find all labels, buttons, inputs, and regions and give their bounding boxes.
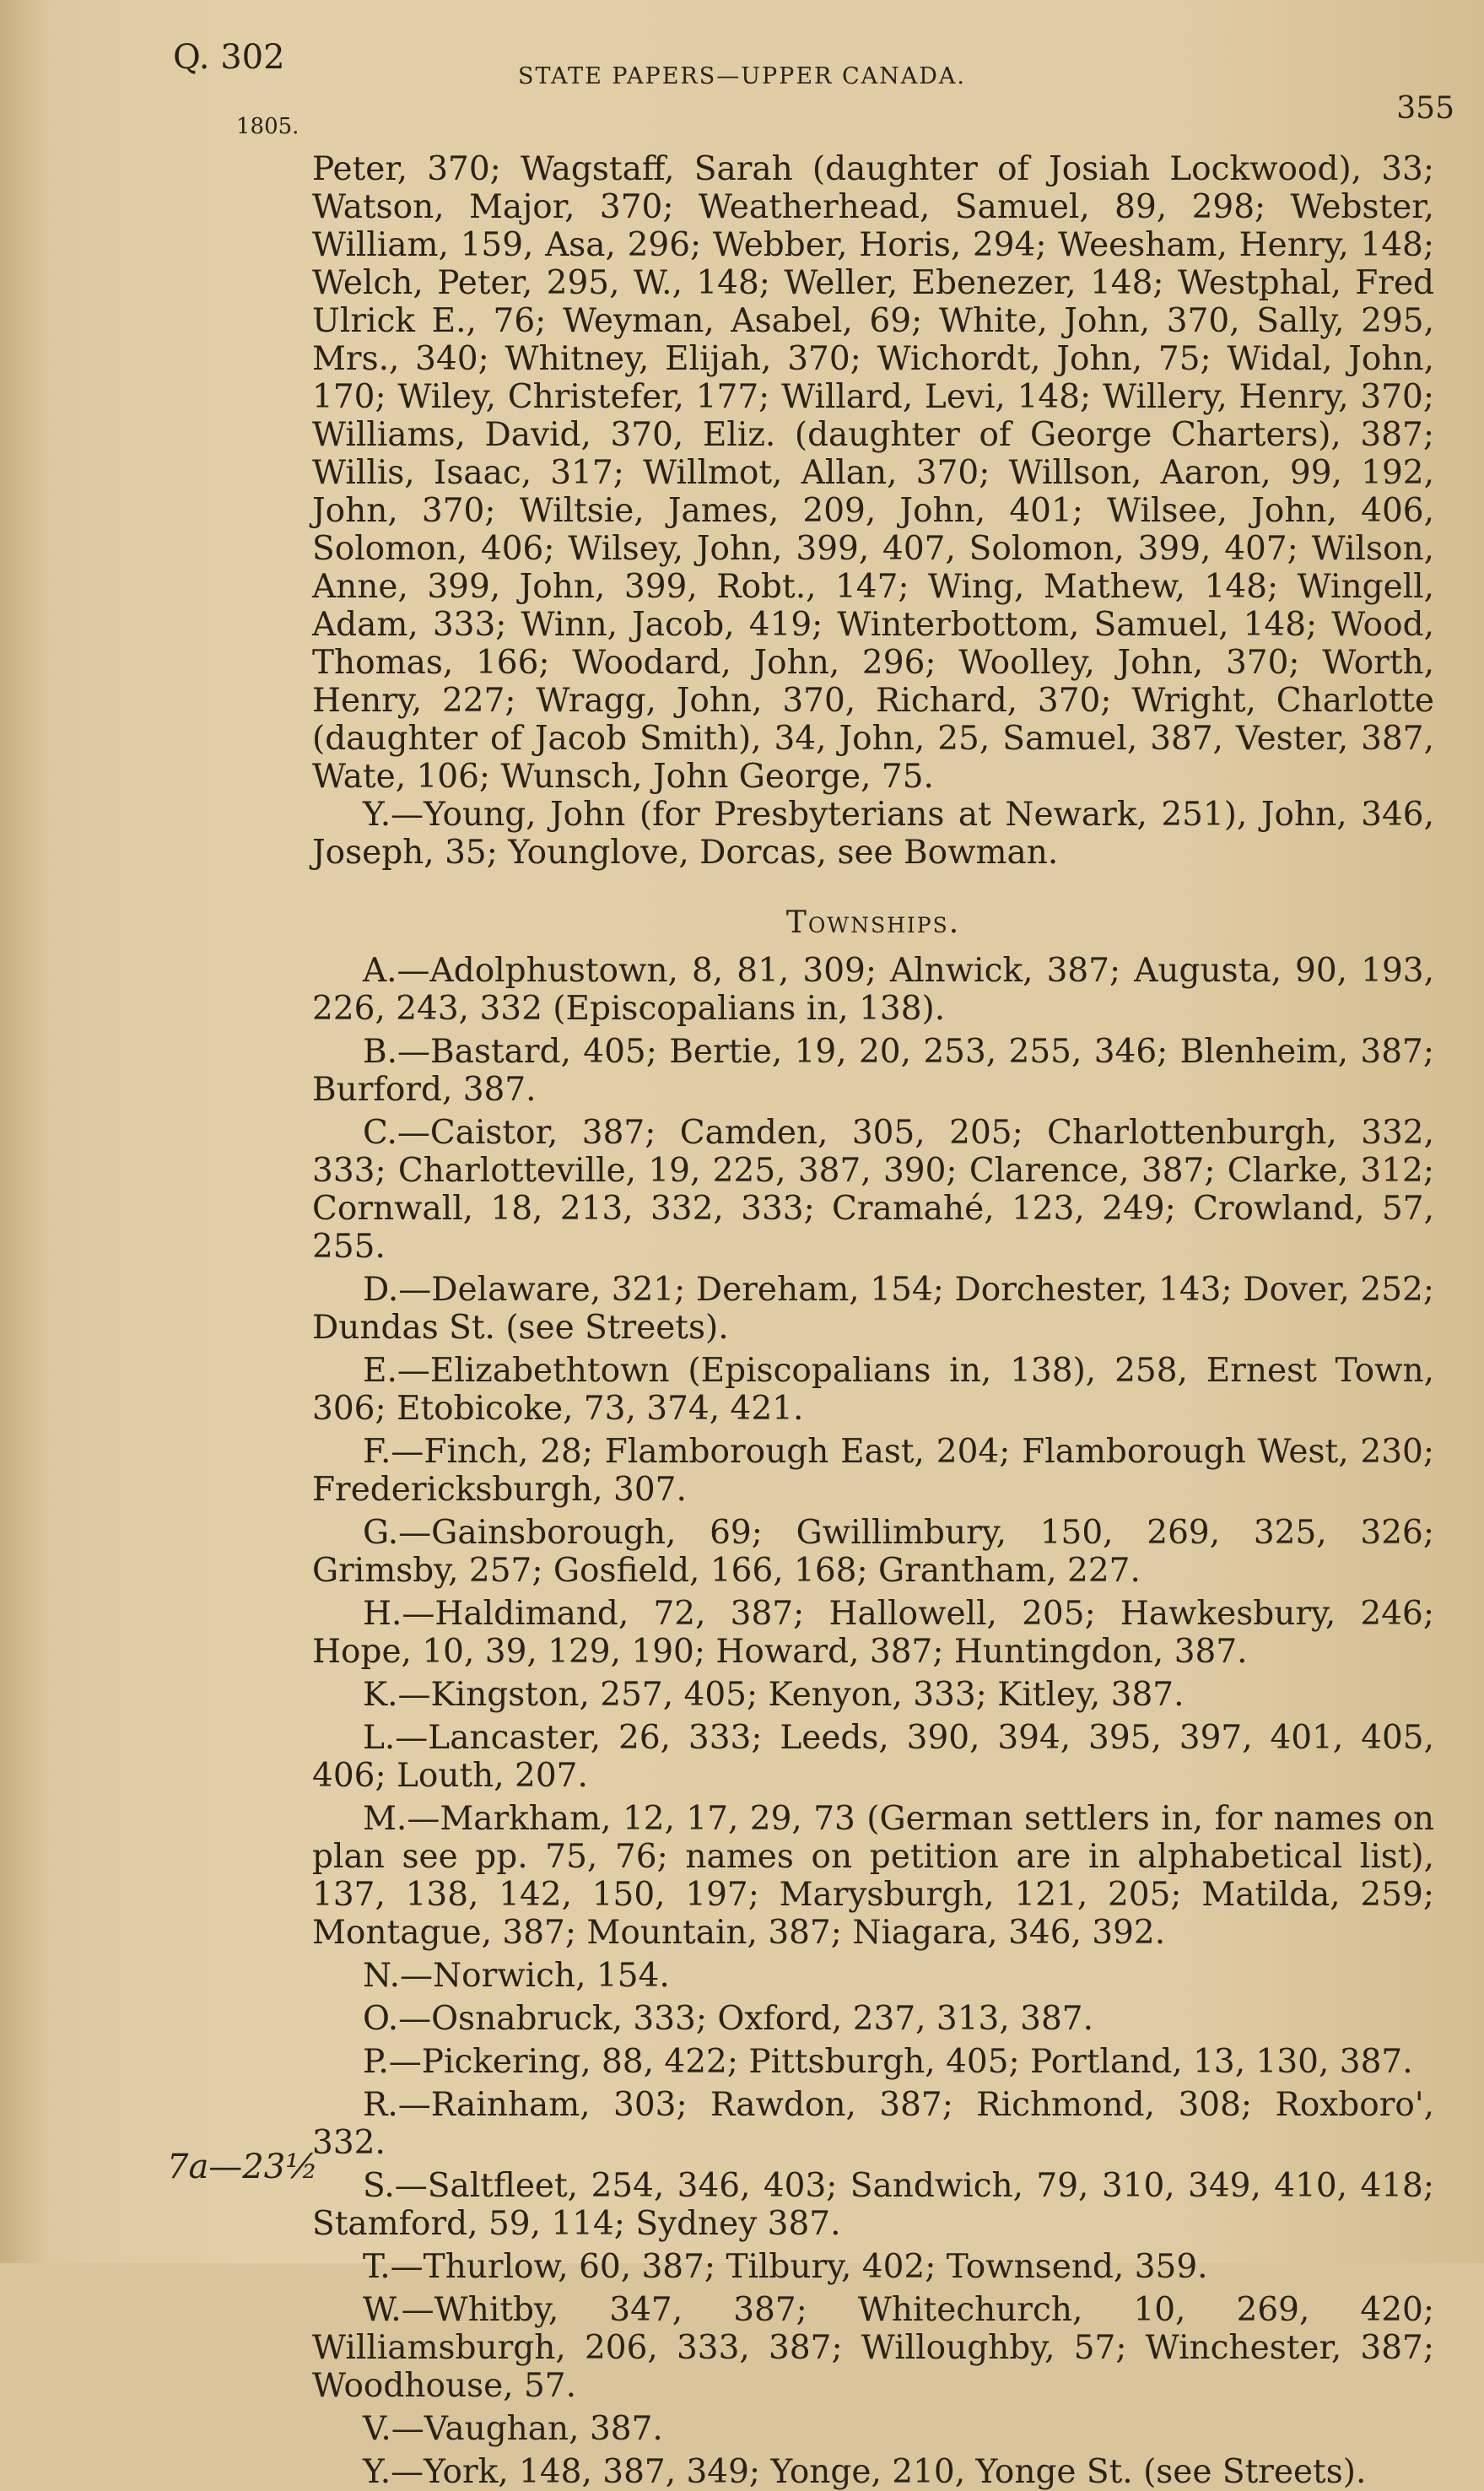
township-entry: A.—Adolphustown, 8, 81, 309; Alnwick, 387; Augusta, 90, 193, 226, 243, 332 (Episcopalians in, 138). bbox=[312, 952, 1434, 1028]
margin-reference: Q. 302 bbox=[173, 38, 285, 77]
township-entry: P.—Pickering, 88, 422; Pittsburgh, 405; Portland, 13, 130, 387. bbox=[363, 2043, 1413, 2081]
township-entry: R.—Rainham, 303; Rawdon, 387; Richmond, 308; Roxboro', 332. bbox=[312, 2086, 1434, 2162]
township-entry: T.—Thurlow, 60, 387; Tilbury, 402; Townsend, 359. bbox=[363, 2248, 1208, 2286]
township-entry: D.—Delaware, 321; Dereham, 154; Dorchester, 143; Dover, 252; Dundas St. (see Streets). bbox=[312, 1271, 1434, 1347]
township-entry: E.—Elizabethtown (Episcopalians in, 138), 258, Ernest Town, 306; Etobicoke, 73, 374, 421. bbox=[312, 1352, 1434, 1428]
township-entry: W.—Whitby, 347, 387; Whitechurch, 10, 269, 420; Williamsburgh, 206, 333, 387; Willoughby, 57; Winchester, 387; Woodhouse, 57. bbox=[312, 2291, 1434, 2405]
township-entry: O.—Osnabruck, 333; Oxford, 237, 313, 387. bbox=[363, 2000, 1093, 2038]
township-entry: N.—Norwich, 154. bbox=[363, 1957, 670, 1995]
running-head: STATE PAPERS—UPPER CANADA. bbox=[518, 63, 966, 89]
township-entry: M.—Markham, 12, 17, 29, 73 (German settlers in, for names on plan see pp. 75, 76; names on petition are in alphabetical list), 137, 138, 142, 150, 197; Marysburgh, 121, 205; Matilda, 259; Montague, 387; Mountain, 387; Niagara, 346, 392. bbox=[312, 1800, 1434, 1952]
township-entry: Y.—York, 148, 387, 349; Yonge, 210, Yonge St. (see Streets). bbox=[363, 2453, 1367, 2491]
township-entry: H.—Haldimand, 72, 387; Hallowell, 205; Hawkesbury, 246; Hope, 10, 39, 129, 190; Howard, 387; Huntingdon, 387. bbox=[312, 1595, 1434, 1671]
township-entry: K.—Kingston, 257, 405; Kenyon, 333; Kitley, 387. bbox=[363, 1676, 1185, 1714]
township-entry: S.—Saltfleet, 254, 346, 403; Sandwich, 79, 310, 349, 410, 418; Stamford, 59, 114; Sydney 387. bbox=[312, 2167, 1434, 2243]
township-entry: G.—Gainsborough, 69; Gwillimbury, 150, 269, 325, 326; Grimsby, 257; Gosfield, 166, 168; Grantham, 227. bbox=[312, 1514, 1434, 1590]
page-number: 355 bbox=[1396, 91, 1454, 126]
township-entry: L.—Lancaster, 26, 333; Leeds, 390, 394, 395, 397, 401, 405, 406; Louth, 207. bbox=[312, 1719, 1434, 1795]
township-entry: V.—Vaughan, 387. bbox=[363, 2410, 663, 2448]
names-y-paragraph: Y.—Young, John (for Presbyterians at Newark, 251), John, 346, Joseph, 35; Younglove, Dorcas, see Bowman. bbox=[312, 796, 1434, 872]
names-continued-paragraph: Peter, 370; Wagstaff, Sarah (daughter of Josiah Lockwood), 33; Watson, Major, 370; Weatherhead, Samuel, 89, 298; Webster, William, 159, Asa, 296; Webber, Horis, 294; Weesham, Henry, 148; Welch, Peter, 295, W., 148; Weller, Ebenezer, 148; Westphal, Fred Ulrick E., 76; Weyman, Asabel, 69; White, John, 370, Sally, 295, Mrs., 340; Whitney, Elijah, 370; Wichordt, John, 75; Widal, John, 170; Wiley, Christefer, 177; Willard, Levi, 148; Willery, Henry, 370; Williams, David, 370, Eliz. (daughter of George Charters), 387; Willis, Isaac, 317; Willmot, Allan, 370; Willson, Aaron, 99, 192, John, 370; Wiltsie, James, 209, John, 401; Wilsee, John, 406, Solomon, 406; Wilsey, John, 399, 407, Solomon, 399, 407; Wilson, Anne, 399, John, 399, Robt., 147; Wing, Mathew, 148; Wingell, Adam, 333; Winn, Jacob, 419; Winterbottom, Samuel, 148; Wood, Thomas, 166; Woodard, John, 296; Woolley, John, 370; Worth, Henry, 227; Wragg, John, 370, Richard, 370; Wright, Charlotte (daughter of Jacob Smith), 34, John, 25, Samuel, 387, Vester, 387, Wate, 106; Wunsch, John George, 75. bbox=[312, 150, 1434, 796]
township-entry: C.—Caistor, 387; Camden, 305, 205; Charlottenburgh, 332, 333; Charlotteville, 19, 225, 387, 390; Clarence, 387; Clarke, 312; Cornwall, 18, 213, 332, 333; Cramahé, 123, 249; Crowland, 57, 255. bbox=[312, 1114, 1434, 1266]
township-entry: F.—Finch, 28; Flamborough East, 204; Flamborough West, 230; Fredericksburgh, 307. bbox=[312, 1433, 1434, 1509]
townships-heading: Townships. bbox=[785, 905, 961, 940]
index-text bbox=[312, 150, 1434, 2491]
year-label: 1805. bbox=[236, 114, 299, 139]
signature-mark: 7a—23½ bbox=[167, 2148, 318, 2186]
township-entry: B.—Bastard, 405; Bertie, 19, 20, 253, 255, 346; Blenheim, 387; Burford, 387. bbox=[312, 1033, 1434, 1109]
